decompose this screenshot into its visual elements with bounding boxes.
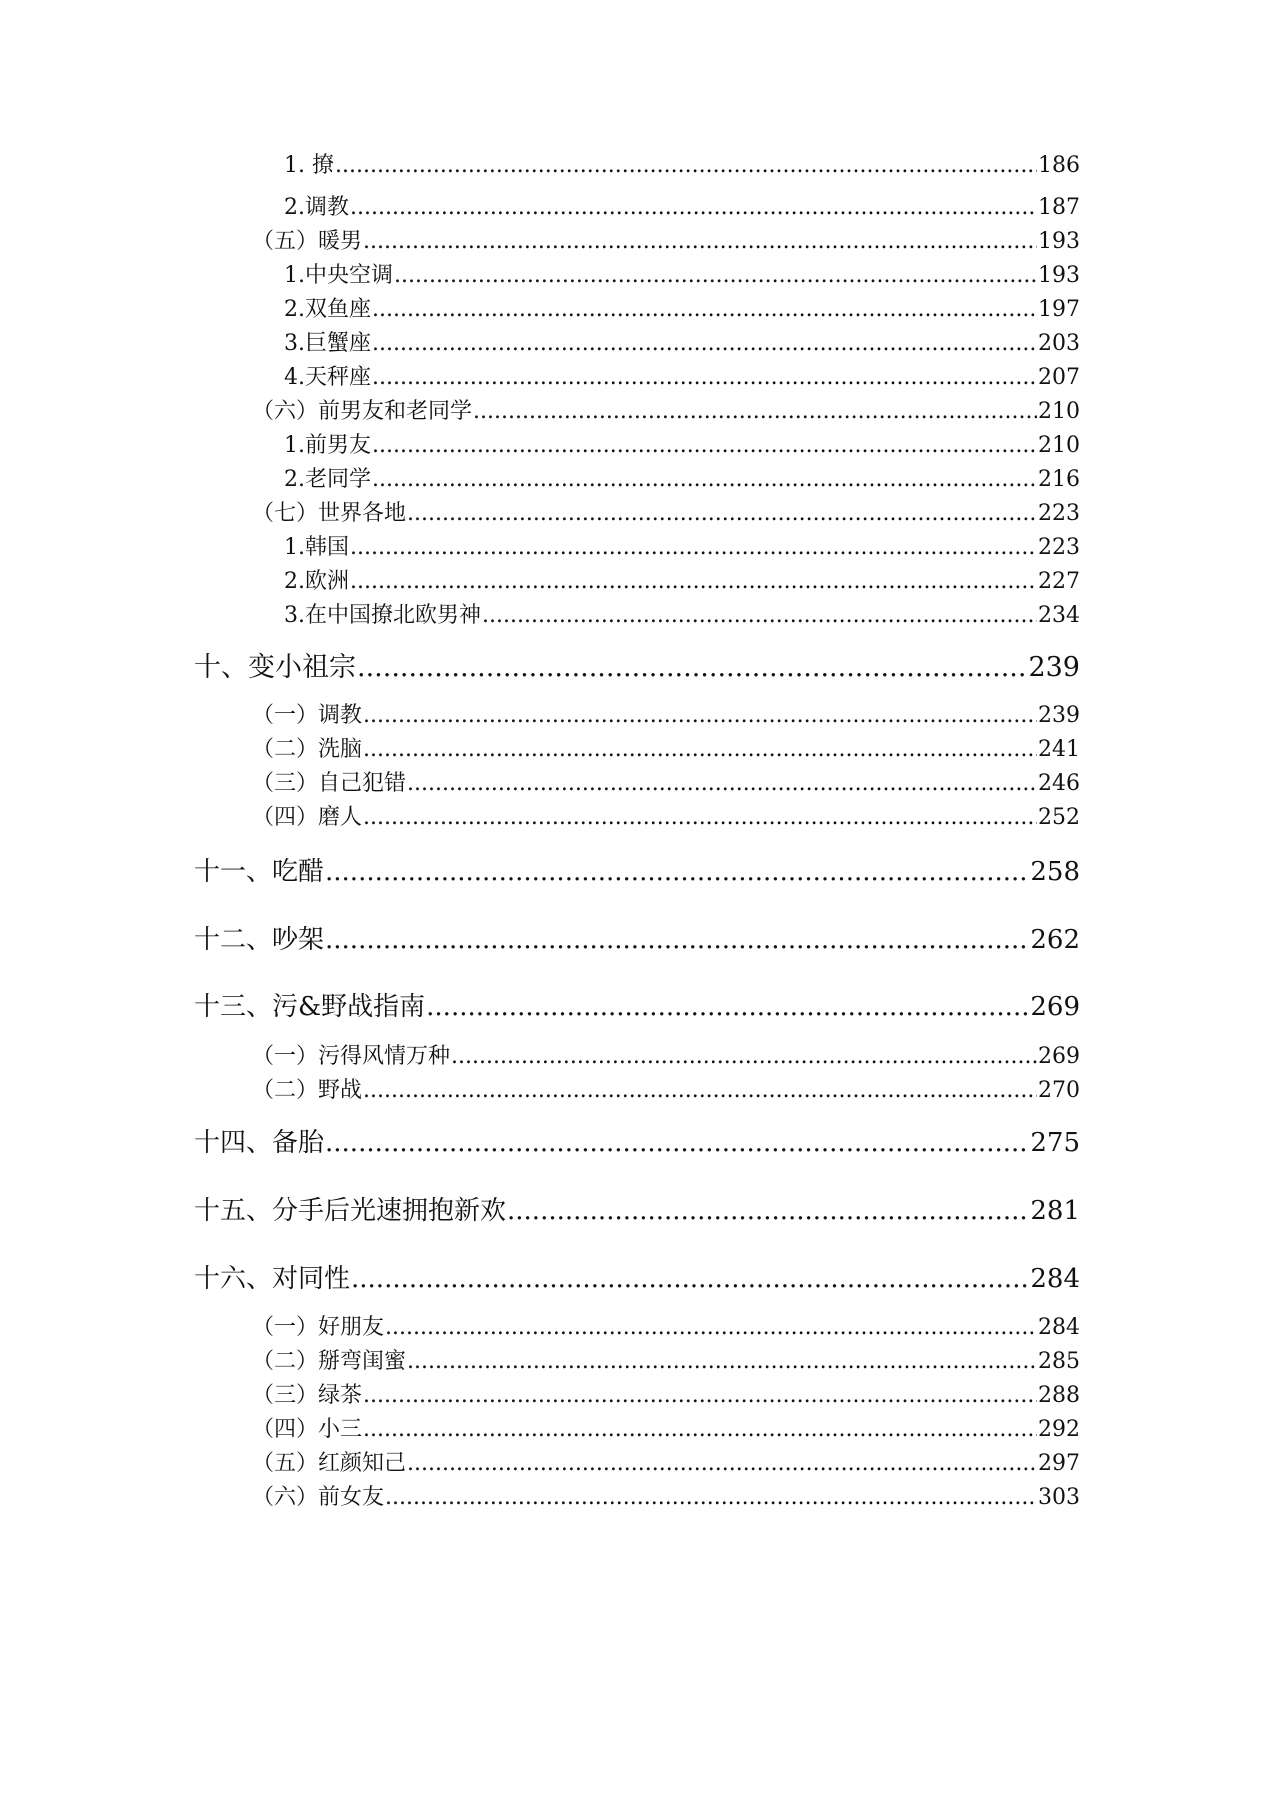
toc-entry xyxy=(284,530,1080,561)
toc-chapter xyxy=(194,1190,1080,1227)
leader-dots xyxy=(372,331,1037,356)
toc-entry xyxy=(252,1480,1080,1511)
toc-chapter xyxy=(194,986,1080,1023)
toc-chapter xyxy=(194,1258,1080,1295)
toc-entry xyxy=(252,698,1080,729)
toc-entry-label: （四）磨人 xyxy=(252,805,363,830)
toc-entry-page: 193 xyxy=(1038,229,1080,254)
leader-dots xyxy=(325,857,1029,887)
toc-entry xyxy=(284,190,1080,221)
toc-entry-label: 1.韩国 xyxy=(284,535,349,560)
toc-entry-label: （六）前男友和老同学 xyxy=(252,399,473,424)
toc-entry-page: 186 xyxy=(1038,153,1080,178)
leader-dots xyxy=(372,297,1037,322)
toc-entry xyxy=(252,800,1080,831)
toc-entry xyxy=(252,224,1080,255)
toc-entry xyxy=(284,148,1080,179)
toc-entry-page: 210 xyxy=(1038,433,1080,458)
toc-entry-label: （一）污得风情万种 xyxy=(252,1044,451,1069)
toc-chapter-page: 281 xyxy=(1030,1196,1080,1226)
toc-entry-label: （五）暖男 xyxy=(252,229,363,254)
toc-entry xyxy=(252,732,1080,763)
toc-entry-page: 203 xyxy=(1038,331,1080,356)
toc-entry-label: （三）绿茶 xyxy=(252,1383,363,1408)
toc-entry-label: （三）自己犯错 xyxy=(252,771,407,796)
toc-chapter xyxy=(194,919,1080,956)
toc-entry-label: （二）掰弯闺蜜 xyxy=(252,1349,407,1374)
toc-entry-page: 284 xyxy=(1038,1315,1080,1340)
leader-dots xyxy=(351,1264,1029,1294)
leader-dots xyxy=(407,1451,1037,1476)
toc-entry-page: 288 xyxy=(1038,1383,1080,1408)
toc-entry-label: 3.在中国撩北欧男神 xyxy=(284,603,481,628)
toc-entry-label: （七）世界各地 xyxy=(252,501,407,526)
toc-chapter-label: 十六、对同性 xyxy=(194,1264,351,1294)
leader-dots xyxy=(372,365,1037,390)
toc-entry-label: （六）前女友 xyxy=(252,1485,385,1510)
leader-dots xyxy=(482,603,1037,628)
leader-dots xyxy=(385,1485,1037,1510)
toc-entry-label: 2.调教 xyxy=(284,195,349,220)
toc-entry-page: 297 xyxy=(1038,1451,1080,1476)
toc-entry xyxy=(252,766,1080,797)
toc-chapter xyxy=(194,851,1080,888)
toc-chapter-label: 十二、吵架 xyxy=(194,925,325,955)
toc-entry xyxy=(284,428,1080,459)
toc-chapter xyxy=(194,1122,1080,1159)
leader-dots xyxy=(335,153,1037,178)
toc-entry-label: （一）好朋友 xyxy=(252,1315,385,1340)
toc-entry-label: （二）洗脑 xyxy=(252,737,363,762)
toc-entry-label: 1.前男友 xyxy=(284,433,371,458)
toc-entry xyxy=(284,360,1080,391)
toc-entry-page: 252 xyxy=(1038,805,1080,830)
toc-chapter-page: 275 xyxy=(1030,1128,1080,1158)
toc-entry-label: （四）小三 xyxy=(252,1417,363,1442)
toc-entry xyxy=(284,258,1080,289)
toc-chapter-label: 十一、吃醋 xyxy=(194,857,325,887)
toc-chapter-label: 十五、分手后光速拥抱新欢 xyxy=(194,1196,507,1226)
toc-entry xyxy=(252,394,1080,425)
toc-entry xyxy=(252,1446,1080,1477)
toc-entry xyxy=(252,1344,1080,1375)
toc-entry-page: 223 xyxy=(1038,535,1080,560)
toc-chapter-page: 269 xyxy=(1030,992,1080,1022)
toc-entry-page: 216 xyxy=(1038,467,1080,492)
toc-entry-page: 239 xyxy=(1038,703,1080,728)
toc-entry xyxy=(252,1412,1080,1443)
toc-entry xyxy=(284,292,1080,323)
leader-dots xyxy=(473,399,1037,424)
leader-dots xyxy=(426,992,1029,1022)
toc-entry-label: 1. 撩 xyxy=(284,153,334,178)
leader-dots xyxy=(407,1349,1037,1374)
leader-dots xyxy=(507,1196,1029,1226)
toc-entry-page: 241 xyxy=(1038,737,1080,762)
toc-entry-page: 303 xyxy=(1038,1485,1080,1510)
toc-chapter-label: 十三、污&野战指南 xyxy=(194,992,426,1022)
toc-entry-label: （五）红颜知己 xyxy=(252,1451,407,1476)
leader-dots xyxy=(363,1417,1037,1442)
leader-dots xyxy=(372,433,1037,458)
toc-entry-page: 210 xyxy=(1038,399,1080,424)
leader-dots xyxy=(350,195,1037,220)
leader-dots xyxy=(394,263,1037,288)
toc-entry-page: 246 xyxy=(1038,771,1080,796)
leader-dots xyxy=(363,805,1037,830)
toc-chapter-page: 262 xyxy=(1030,925,1080,955)
toc-entry-page: 197 xyxy=(1038,297,1080,322)
leader-dots xyxy=(357,652,1027,683)
toc-chapter-page: 284 xyxy=(1030,1264,1080,1294)
toc-entry xyxy=(252,496,1080,527)
toc-entry-page: 234 xyxy=(1038,603,1080,628)
leader-dots xyxy=(350,535,1037,560)
toc-chapter-label: 十四、备胎 xyxy=(194,1128,325,1158)
toc-chapter xyxy=(194,645,1080,684)
toc-entry-label: （二）野战 xyxy=(252,1078,363,1103)
leader-dots xyxy=(350,569,1037,594)
toc-entry xyxy=(252,1039,1080,1070)
leader-dots xyxy=(325,925,1029,955)
toc-chapter-page: 258 xyxy=(1030,857,1080,887)
leader-dots xyxy=(363,1078,1037,1103)
toc-entry-label: 2.老同学 xyxy=(284,467,371,492)
toc-entry-page: 292 xyxy=(1038,1417,1080,1442)
toc-chapter-label: 十、变小祖宗 xyxy=(194,652,356,683)
toc-entry-page: 187 xyxy=(1038,195,1080,220)
toc-entry-label: 4.天秤座 xyxy=(284,365,371,390)
toc-entry-page: 207 xyxy=(1038,365,1080,390)
toc-chapter-page: 239 xyxy=(1028,652,1080,683)
toc-entry xyxy=(252,1378,1080,1409)
leader-dots xyxy=(451,1044,1037,1069)
leader-dots xyxy=(325,1128,1029,1158)
leader-dots xyxy=(385,1315,1037,1340)
toc-entry xyxy=(252,1310,1080,1341)
leader-dots xyxy=(372,467,1037,492)
leader-dots xyxy=(363,229,1037,254)
toc-entry xyxy=(284,564,1080,595)
toc-entry-page: 223 xyxy=(1038,501,1080,526)
toc-entry-label: 3.巨蟹座 xyxy=(284,331,371,356)
toc-entry-page: 285 xyxy=(1038,1349,1080,1374)
toc-entry-page: 227 xyxy=(1038,569,1080,594)
toc-entry xyxy=(252,1073,1080,1104)
toc-entry-page: 270 xyxy=(1038,1078,1080,1103)
toc-entry xyxy=(284,462,1080,493)
leader-dots xyxy=(363,1383,1037,1408)
toc-entry-label: 1.中央空调 xyxy=(284,263,393,288)
leader-dots xyxy=(363,737,1037,762)
toc-entry-label: 2.双鱼座 xyxy=(284,297,371,322)
leader-dots xyxy=(363,703,1037,728)
leader-dots xyxy=(407,771,1037,796)
toc-entry-label: 2.欧洲 xyxy=(284,569,349,594)
toc-entry xyxy=(284,326,1080,357)
toc-entry-page: 269 xyxy=(1038,1044,1080,1069)
leader-dots xyxy=(407,501,1037,526)
toc-entry-page: 193 xyxy=(1038,263,1080,288)
toc-entry xyxy=(284,598,1080,629)
toc-entry-label: （一）调教 xyxy=(252,703,363,728)
